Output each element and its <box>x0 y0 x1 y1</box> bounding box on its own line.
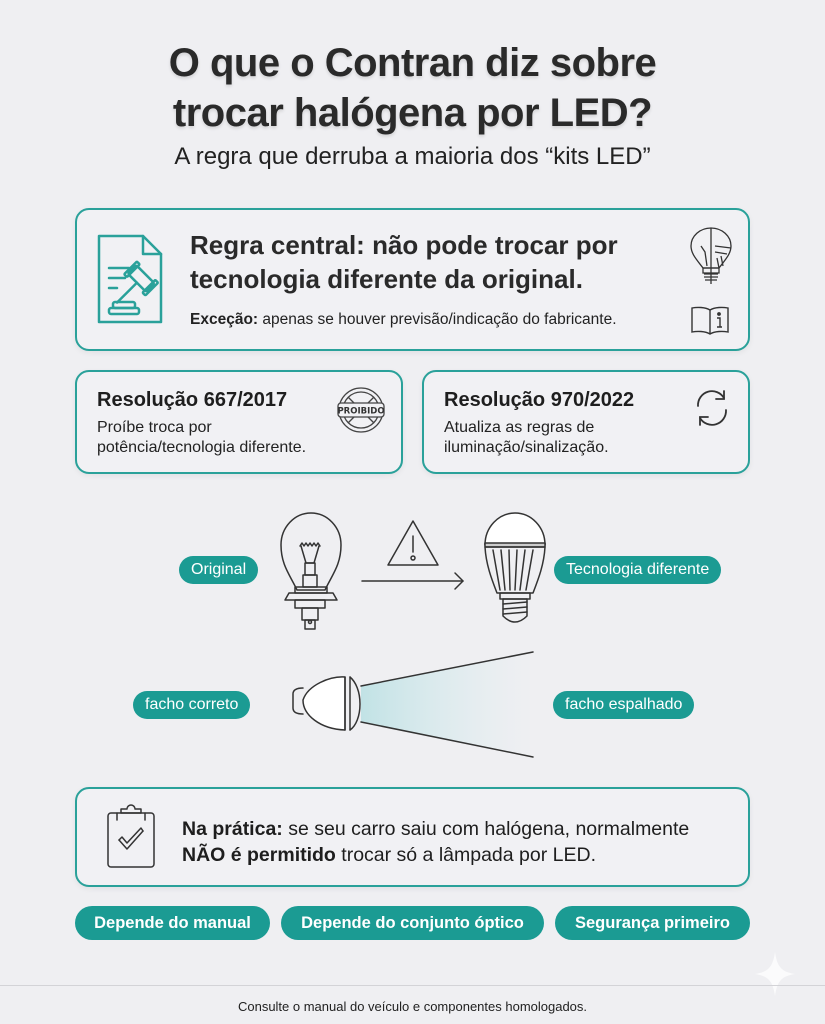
page-title <box>0 38 825 138</box>
tag-depends-on-optics: Depende do conjunto óptico <box>281 906 544 940</box>
headlight-beam-icon <box>293 652 533 757</box>
title-line-1: O que o Contran diz sobre <box>168 41 657 85</box>
tag-depends-on-manual: Depende do manual <box>75 906 270 940</box>
in-practice-text: Na prática: se seu carro saiu com halógena, normalmente NÃO é permitido trocar só a lâmpada por LED. <box>182 818 690 866</box>
label-original: Original <box>179 556 258 584</box>
refresh-icon <box>690 386 734 430</box>
main-rule-headline: Regra central: não pode trocar por tecnologia diferente da original. <box>190 230 618 294</box>
resolution-title: Resolução 970/2022 <box>444 389 635 411</box>
title-line-2: trocar halógena por LED? <box>172 91 653 135</box>
resolution-card-667 <box>75 370 403 474</box>
resolution-card-970 <box>422 370 750 474</box>
in-practice-card <box>75 787 750 887</box>
led-bulb-icon <box>485 513 545 622</box>
label-correct-beam: facho correto <box>133 691 250 719</box>
tag-safety-first: Segurança primeiro <box>555 906 750 940</box>
label-different-technology: Tecnologia diferente <box>554 556 721 584</box>
resolution-desc: Proíbe troca por potência/tecnologia diferente. <box>97 419 307 456</box>
clipboard-check-icon <box>105 804 157 870</box>
warning-icon <box>388 521 438 565</box>
exception-text: Exceção: apenas se houver previsão/indicação do fabricante. <box>190 311 617 328</box>
book-info-icon <box>689 304 731 336</box>
sparkle-icon <box>755 952 795 996</box>
footer-divider <box>0 985 825 986</box>
resolution-title: Resolução 667/2017 <box>97 389 288 411</box>
document-gavel-icon <box>95 232 173 327</box>
prohibited-stamp-icon <box>335 384 387 436</box>
halogen-bulb-icon <box>281 513 341 629</box>
label-scattered-beam: facho espalhado <box>553 691 694 719</box>
arrow-right-icon <box>362 573 463 589</box>
footer-note: Consulte o manual do veículo e componentes homologados. <box>237 999 588 1014</box>
main-rule-card <box>75 208 750 351</box>
exception-label: Exceção: <box>190 311 259 328</box>
page-subtitle: A regra que derruba a maioria dos “kits LED” <box>174 143 651 170</box>
svg-text:PROIBIDO: PROIBIDO <box>337 406 385 417</box>
resolution-desc: Atualiza as regras de iluminação/sinalização. <box>444 419 609 456</box>
lightbulb-split-icon <box>687 226 735 288</box>
